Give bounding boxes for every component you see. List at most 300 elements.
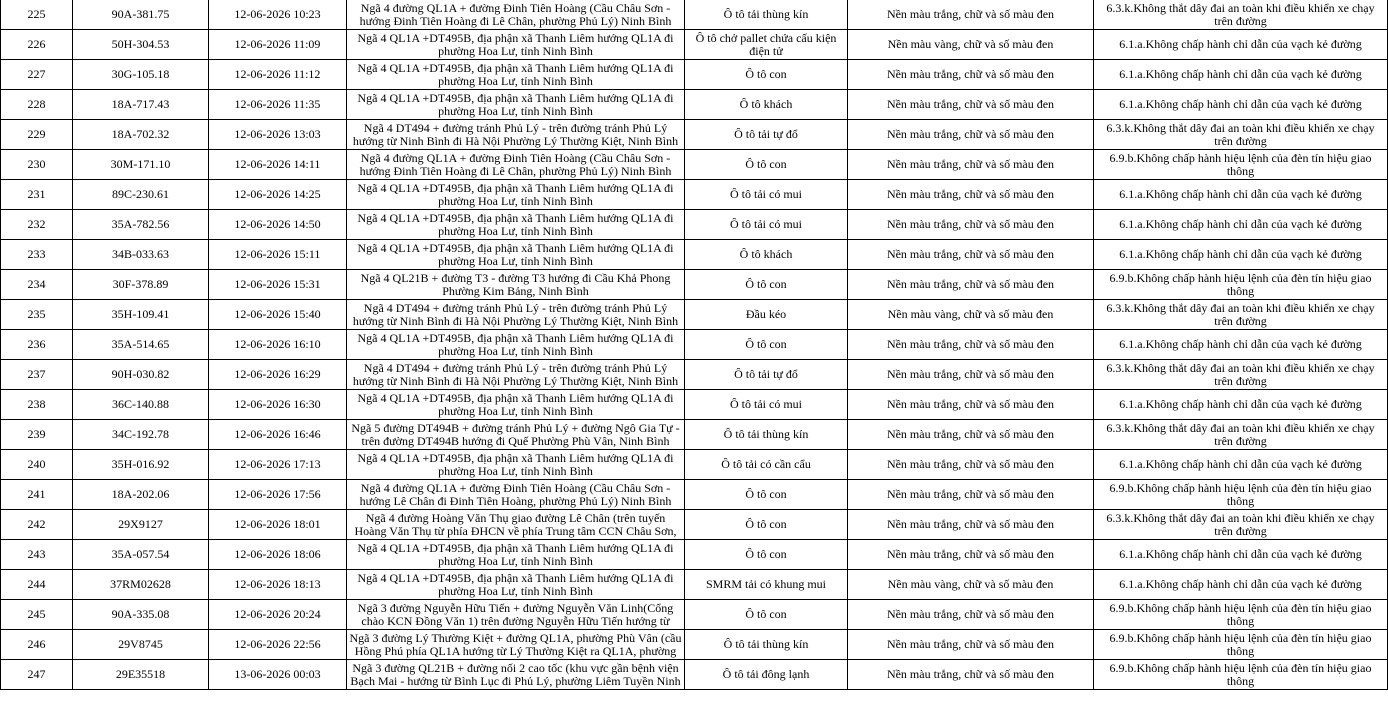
cell-plate-color-text: Nền màu trắng, chữ và số màu đen xyxy=(886,488,1055,501)
cell-violation-text: 6.3.k.Không thắt dây đai an toàn khi điều khiển xe chạy trên đường xyxy=(1106,511,1375,538)
cell-violation xyxy=(1094,300,1388,330)
cell-violation-text: 6.1.a.Không chấp hành chỉ dẫn của vạch kẻ đường xyxy=(1119,218,1362,231)
cell-plate-color xyxy=(848,90,1094,120)
cell-violation-text: 6.9.b.Không chấp hành hiệu lệnh của đèn tín hiệu giao thông xyxy=(1109,661,1372,688)
table-row xyxy=(1,480,1388,510)
cell-violation xyxy=(1094,150,1388,180)
cell-plate-number xyxy=(73,510,209,540)
cell-location xyxy=(347,0,685,30)
cell-plate-number-text: 29E35518 xyxy=(115,668,166,681)
cell-violation-time xyxy=(209,630,347,660)
cell-location xyxy=(347,270,685,300)
cell-violation-time-text: 12-06-2026 17:56 xyxy=(234,488,321,501)
table-row xyxy=(1,270,1388,300)
cell-plate-number xyxy=(73,330,209,360)
cell-violation-time-text: 12-06-2026 18:13 xyxy=(234,578,321,591)
cell-plate-color xyxy=(848,660,1094,690)
cell-violation xyxy=(1094,480,1388,510)
cell-violation-time xyxy=(209,210,347,240)
cell-location-text: Ngã 4 đường QL1A + đường Đinh Tiên Hoàng (Cầu Châu Sơn - hướng Lê Chân đi Đinh Tiên Hoàng, phường Phủ Lý) Ninh Bình xyxy=(359,481,672,508)
cell-violation xyxy=(1094,510,1388,540)
cell-violation-time xyxy=(209,30,347,60)
cell-location xyxy=(347,540,685,570)
cell-stt-text: 235 xyxy=(27,308,46,321)
cell-violation-time xyxy=(209,600,347,630)
cell-stt xyxy=(1,180,73,210)
cell-location xyxy=(347,630,685,660)
cell-violation xyxy=(1094,450,1388,480)
cell-plate-number-text: 34C-192.78 xyxy=(112,428,169,441)
cell-location-text: Ngã 4 DT494 + đường tránh Phủ Lý - trên đường tránh Phủ Lý hướng từ Ninh Bình đi Hà Nội Phường Lý Thường Kiệt, Ninh Bình xyxy=(352,361,679,388)
cell-violation-time-text: 12-06-2026 15:11 xyxy=(234,248,321,261)
cell-stt xyxy=(1,60,73,90)
cell-plate-color-text: Nền màu trắng, chữ và số màu đen xyxy=(886,398,1055,411)
cell-plate-number-text: 35H-016.92 xyxy=(111,458,170,471)
cell-violation-time xyxy=(209,120,347,150)
cell-vehicle-type xyxy=(685,150,848,180)
cell-vehicle-type-text: Ô tô tải có mui xyxy=(730,188,802,201)
cell-stt xyxy=(1,150,73,180)
cell-plate-color xyxy=(848,360,1094,390)
table-row xyxy=(1,570,1388,600)
cell-vehicle-type-text: Ô tô chở pallet chứa cấu kiện điện tử xyxy=(695,31,837,58)
cell-plate-color-text: Nền màu vàng, chữ và số màu đen xyxy=(887,38,1054,51)
cell-plate-color xyxy=(848,0,1094,30)
cell-plate-number xyxy=(73,660,209,690)
cell-violation-time xyxy=(209,360,347,390)
cell-plate-number xyxy=(73,180,209,210)
cell-violation-time xyxy=(209,420,347,450)
cell-location xyxy=(347,570,685,600)
cell-violation-text: 6.3.k.Không thắt dây đai an toàn khi điều khiển xe chạy trên đường xyxy=(1106,361,1375,388)
cell-violation-time-text: 12-06-2026 17:13 xyxy=(234,458,321,471)
cell-plate-number xyxy=(73,60,209,90)
cell-vehicle-type-text: Ô tô con xyxy=(745,278,787,291)
cell-vehicle-type xyxy=(685,510,848,540)
cell-stt xyxy=(1,570,73,600)
cell-stt xyxy=(1,90,73,120)
cell-location xyxy=(347,300,685,330)
cell-violation-text: 6.3.k.Không thắt dây đai an toàn khi điều khiển xe chạy trên đường xyxy=(1106,1,1375,28)
cell-vehicle-type xyxy=(685,120,848,150)
cell-stt xyxy=(1,390,73,420)
cell-violation-text: 6.1.a.Không chấp hành chỉ dẫn của vạch kẻ đường xyxy=(1119,188,1362,201)
cell-violation-time xyxy=(209,570,347,600)
cell-violation-text: 6.9.b.Không chấp hành hiệu lệnh của đèn tín hiệu giao thông xyxy=(1109,601,1372,628)
cell-violation-time-text: 12-06-2026 20:24 xyxy=(234,608,321,621)
cell-stt-text: 234 xyxy=(27,278,46,291)
cell-plate-number xyxy=(73,360,209,390)
cell-violation-time xyxy=(209,300,347,330)
cell-vehicle-type-text: Ô tô tải có mui xyxy=(730,398,802,411)
cell-plate-color-text: Nền màu trắng, chữ và số màu đen xyxy=(886,128,1055,141)
cell-vehicle-type-text: Ô tô con xyxy=(745,338,787,351)
cell-stt-text: 232 xyxy=(27,218,46,231)
cell-vehicle-type xyxy=(685,630,848,660)
cell-violation-text: 6.1.a.Không chấp hành chỉ dẫn của vạch kẻ đường xyxy=(1119,68,1362,81)
cell-violation xyxy=(1094,90,1388,120)
cell-location-text: Ngã 3 đường Lý Thường Kiệt + đường QL1A, phường Phù Vân (cầu Hồng Phú phía QL1A hướng từ Lý Thường Kiệt ra QL1A, phường xyxy=(349,631,682,658)
cell-plate-number-text: 37RM02628 xyxy=(110,578,171,591)
cell-stt xyxy=(1,630,73,660)
cell-plate-color-text: Nền màu trắng, chữ và số màu đen xyxy=(886,518,1055,531)
cell-stt-text: 226 xyxy=(27,38,46,51)
cell-location-text: Ngã 3 đường Nguyễn Hữu Tiến + đường Nguyễn Văn Linh(Cổng chào KCN Đồng Văn 1) trên đường Nguyễn Hữu Tiến hướng từ xyxy=(357,601,674,628)
cell-plate-number xyxy=(73,210,209,240)
cell-stt xyxy=(1,420,73,450)
cell-stt-text: 246 xyxy=(27,638,46,651)
cell-stt-text: 227 xyxy=(27,68,46,81)
cell-plate-color-text: Nền màu trắng, chữ và số màu đen xyxy=(886,68,1055,81)
cell-plate-color xyxy=(848,390,1094,420)
table-row xyxy=(1,660,1388,690)
cell-stt-text: 236 xyxy=(27,338,46,351)
table-row xyxy=(1,510,1388,540)
cell-violation xyxy=(1094,210,1388,240)
cell-plate-color xyxy=(848,420,1094,450)
cell-location-text: Ngã 4 đường QL1A + đường Đinh Tiên Hoàng (Cầu Châu Sơn - hướng Đinh Tiên Hoàng đi Lê Chân, phường Phủ Lý) Ninh Bình xyxy=(359,1,672,28)
cell-location xyxy=(347,360,685,390)
cell-violation-time xyxy=(209,480,347,510)
cell-vehicle-type xyxy=(685,480,848,510)
cell-location xyxy=(347,660,685,690)
cell-stt-text: 239 xyxy=(27,428,46,441)
cell-violation-text: 6.1.a.Không chấp hành chỉ dẫn của vạch kẻ đường xyxy=(1119,338,1362,351)
table-row xyxy=(1,240,1388,270)
table-row xyxy=(1,120,1388,150)
cell-plate-color-text: Nền màu trắng, chữ và số màu đen xyxy=(886,638,1055,651)
cell-location xyxy=(347,240,685,270)
cell-violation xyxy=(1094,360,1388,390)
cell-plate-color-text: Nền màu trắng, chữ và số màu đen xyxy=(886,368,1055,381)
cell-violation xyxy=(1094,660,1388,690)
cell-plate-color-text: Nền màu trắng, chữ và số màu đen xyxy=(886,98,1055,111)
cell-stt-text: 244 xyxy=(27,578,46,591)
cell-stt xyxy=(1,300,73,330)
cell-violation-time-text: 12-06-2026 18:01 xyxy=(234,518,321,531)
cell-violation-time xyxy=(209,240,347,270)
cell-plate-color xyxy=(848,270,1094,300)
cell-violation-time xyxy=(209,270,347,300)
cell-plate-color-text: Nền màu trắng, chữ và số màu đen xyxy=(886,158,1055,171)
cell-vehicle-type-text: Ô tô con xyxy=(745,158,787,171)
cell-plate-color xyxy=(848,120,1094,150)
cell-vehicle-type-text: Ô tô con xyxy=(745,68,787,81)
table-row xyxy=(1,300,1388,330)
cell-vehicle-type xyxy=(685,0,848,30)
cell-location xyxy=(347,150,685,180)
cell-stt-text: 243 xyxy=(27,548,46,561)
cell-plate-color-text: Nền màu trắng, chữ và số màu đen xyxy=(886,458,1055,471)
cell-violation-time-text: 12-06-2026 14:50 xyxy=(234,218,321,231)
cell-vehicle-type-text: Ô tô con xyxy=(745,608,787,621)
cell-plate-color-text: Nền màu trắng, chữ và số màu đen xyxy=(886,8,1055,21)
cell-stt-text: 230 xyxy=(27,158,46,171)
cell-stt-text: 238 xyxy=(27,398,46,411)
cell-violation-text: 6.1.a.Không chấp hành chỉ dẫn của vạch kẻ đường xyxy=(1119,578,1362,591)
cell-violation-time-text: 12-06-2026 22:56 xyxy=(234,638,321,651)
cell-stt xyxy=(1,510,73,540)
cell-vehicle-type xyxy=(685,330,848,360)
cell-stt xyxy=(1,240,73,270)
cell-violation-text: 6.1.a.Không chấp hành chỉ dẫn của vạch kẻ đường xyxy=(1119,458,1362,471)
cell-stt-text: 225 xyxy=(27,8,46,21)
cell-plate-number xyxy=(73,270,209,300)
cell-violation-time-text: 12-06-2026 10:23 xyxy=(234,8,321,21)
cell-vehicle-type xyxy=(685,540,848,570)
cell-stt xyxy=(1,30,73,60)
cell-violation-time xyxy=(209,450,347,480)
cell-stt-text: 233 xyxy=(27,248,46,261)
cell-violation xyxy=(1094,540,1388,570)
cell-violation-time xyxy=(209,660,347,690)
cell-violation-time xyxy=(209,150,347,180)
cell-violation-time-text: 12-06-2026 11:35 xyxy=(234,98,321,111)
cell-plate-number xyxy=(73,390,209,420)
cell-vehicle-type xyxy=(685,60,848,90)
cell-plate-color xyxy=(848,180,1094,210)
cell-plate-color-text: Nền màu trắng, chữ và số màu đen xyxy=(886,668,1055,681)
cell-plate-number-text: 34B-033.63 xyxy=(112,248,169,261)
cell-violation xyxy=(1094,570,1388,600)
cell-violation-time-text: 12-06-2026 16:30 xyxy=(234,398,321,411)
table-row xyxy=(1,60,1388,90)
table-row xyxy=(1,540,1388,570)
cell-stt-text: 237 xyxy=(27,368,46,381)
cell-plate-color-text: Nền màu trắng, chữ và số màu đen xyxy=(886,428,1055,441)
cell-plate-number-text: 35H-109.41 xyxy=(111,308,170,321)
cell-violation-text: 6.1.a.Không chấp hành chỉ dẫn của vạch kẻ đường xyxy=(1119,98,1362,111)
cell-violation xyxy=(1094,630,1388,660)
cell-vehicle-type xyxy=(685,270,848,300)
cell-violation xyxy=(1094,390,1388,420)
cell-plate-number xyxy=(73,150,209,180)
cell-stt-text: 247 xyxy=(27,668,46,681)
cell-violation xyxy=(1094,30,1388,60)
cell-violation-time xyxy=(209,0,347,30)
table-row xyxy=(1,360,1388,390)
cell-plate-color-text: Nền màu trắng, chữ và số màu đen xyxy=(886,188,1055,201)
cell-plate-number-text: 30G-105.18 xyxy=(111,68,170,81)
cell-plate-color-text: Nền màu trắng, chữ và số màu đen xyxy=(886,338,1055,351)
table-row xyxy=(1,600,1388,630)
cell-violation-text: 6.9.b.Không chấp hành hiệu lệnh của đèn tín hiệu giao thông xyxy=(1109,481,1372,508)
cell-violation-text: 6.3.k.Không thắt dây đai an toàn khi điều khiển xe chạy trên đường xyxy=(1106,421,1375,448)
cell-violation-time xyxy=(209,390,347,420)
cell-plate-number-text: 89C-230.61 xyxy=(112,188,169,201)
cell-violation-time-text: 12-06-2026 14:25 xyxy=(234,188,321,201)
cell-location xyxy=(347,90,685,120)
cell-plate-number-text: 35A-782.56 xyxy=(111,218,170,231)
cell-plate-color xyxy=(848,570,1094,600)
cell-vehicle-type-text: Ô tô con xyxy=(745,488,787,501)
cell-violation-time-text: 12-06-2026 16:29 xyxy=(234,368,321,381)
table-row xyxy=(1,420,1388,450)
cell-violation-text: 6.1.a.Không chấp hành chỉ dẫn của vạch kẻ đường xyxy=(1119,548,1362,561)
cell-plate-color xyxy=(848,450,1094,480)
cell-stt xyxy=(1,480,73,510)
cell-plate-number xyxy=(73,30,209,60)
table-row xyxy=(1,0,1388,30)
table-row xyxy=(1,630,1388,660)
cell-plate-color xyxy=(848,210,1094,240)
cell-stt-text: 245 xyxy=(27,608,46,621)
cell-stt-text: 231 xyxy=(27,188,46,201)
cell-plate-number xyxy=(73,120,209,150)
cell-plate-number-text: 90A-381.75 xyxy=(111,8,170,21)
cell-vehicle-type xyxy=(685,390,848,420)
cell-violation-time-text: 12-06-2026 14:11 xyxy=(234,158,321,171)
cell-plate-number xyxy=(73,420,209,450)
cell-violation-time-text: 13-06-2026 00:03 xyxy=(234,668,321,681)
cell-violation xyxy=(1094,180,1388,210)
cell-location-text: Ngã 4 QL21B + đường T3 - đường T3 hướng đi Cầu Khả Phong Phường Kim Bảng, Ninh Bình xyxy=(360,271,671,298)
cell-plate-color xyxy=(848,150,1094,180)
cell-location xyxy=(347,180,685,210)
violations-table-body xyxy=(1,0,1388,690)
cell-location-text: Ngã 4 đường QL1A + đường Đinh Tiên Hoàng (Cầu Châu Sơn - hướng Đinh Tiên Hoàng đi Lê Chân, phường Phủ Lý) Ninh Bình xyxy=(359,151,672,178)
cell-location-text: Ngã 4 QL1A +DT495B, địa phận xã Thanh Liêm hướng QL1A đi phường Hoa Lư, tỉnh Ninh Bình xyxy=(357,91,674,118)
cell-stt xyxy=(1,660,73,690)
cell-violation xyxy=(1094,60,1388,90)
cell-location-text: Ngã 4 QL1A +DT495B, địa phận xã Thanh Liêm hướng QL1A đi phường Hoa Lư, tỉnh Ninh Bình xyxy=(357,181,674,208)
cell-plate-color-text: Nền màu trắng, chữ và số màu đen xyxy=(886,548,1055,561)
cell-violation-text: 6.9.b.Không chấp hành hiệu lệnh của đèn tín hiệu giao thông xyxy=(1109,271,1372,298)
cell-location-text: Ngã 4 QL1A +DT495B, địa phận xã Thanh Liêm hướng QL1A đi phường Hoa Lư, tỉnh Ninh Bình xyxy=(357,241,674,268)
cell-plate-number-text: 35A-057.54 xyxy=(111,548,170,561)
cell-stt xyxy=(1,120,73,150)
cell-location xyxy=(347,390,685,420)
cell-violation-text: 6.9.b.Không chấp hành hiệu lệnh của đèn tín hiệu giao thông xyxy=(1109,631,1372,658)
cell-stt xyxy=(1,330,73,360)
cell-location xyxy=(347,210,685,240)
cell-plate-color xyxy=(848,330,1094,360)
cell-location xyxy=(347,480,685,510)
cell-violation-text: 6.3.k.Không thắt dây đai an toàn khi điều khiển xe chạy trên đường xyxy=(1106,301,1375,328)
cell-plate-color xyxy=(848,240,1094,270)
table-row xyxy=(1,30,1388,60)
cell-violation-time-text: 12-06-2026 15:31 xyxy=(234,278,321,291)
table-row xyxy=(1,90,1388,120)
cell-location-text: Ngã 4 QL1A +DT495B, địa phận xã Thanh Liêm hướng QL1A đi phường Hoa Lư, tỉnh Ninh Bình xyxy=(357,31,674,58)
cell-plate-number-text: 90H-030.82 xyxy=(111,368,170,381)
cell-plate-number-text: 50H-304.53 xyxy=(111,38,170,51)
cell-vehicle-type-text: Ô tô tải thùng kín xyxy=(723,638,809,651)
cell-violation-time-text: 12-06-2026 16:46 xyxy=(234,428,321,441)
cell-plate-number-text: 30F-378.89 xyxy=(112,278,169,291)
cell-location xyxy=(347,450,685,480)
cell-violation-time xyxy=(209,60,347,90)
cell-violation xyxy=(1094,420,1388,450)
cell-vehicle-type-text: Ô tô tải tự đổ xyxy=(734,368,798,381)
cell-location-text: Ngã 3 đường QL21B + đường nối 2 cao tốc (khu vực gần bệnh viện Bạch Mai - hướng từ Bình Lục đi Phủ Lý, phường Liêm Tuyền Ninh xyxy=(350,661,681,688)
cell-violation xyxy=(1094,0,1388,30)
cell-vehicle-type xyxy=(685,570,848,600)
cell-plate-number-text: 30M-171.10 xyxy=(110,158,171,171)
cell-violation-time xyxy=(209,330,347,360)
cell-vehicle-type xyxy=(685,90,848,120)
cell-location-text: Ngã 4 QL1A +DT495B, địa phận xã Thanh Liêm hướng QL1A đi phường Hoa Lư, tỉnh Ninh Bình xyxy=(357,391,674,418)
cell-violation-time xyxy=(209,510,347,540)
cell-location xyxy=(347,330,685,360)
cell-plate-number-text: 29X9127 xyxy=(118,518,163,531)
cell-plate-number xyxy=(73,300,209,330)
cell-violation xyxy=(1094,120,1388,150)
cell-plate-color xyxy=(848,60,1094,90)
cell-stt xyxy=(1,270,73,300)
cell-vehicle-type-text: SMRM tải có khung mui xyxy=(705,578,826,591)
cell-plate-color xyxy=(848,480,1094,510)
table-row xyxy=(1,450,1388,480)
cell-location-text: Ngã 4 QL1A +DT495B, địa phận xã Thanh Liêm hướng QL1A đi phường Hoa Lư, tỉnh Ninh Bình xyxy=(357,541,674,568)
cell-stt xyxy=(1,360,73,390)
cell-location xyxy=(347,600,685,630)
cell-plate-number-text: 18A-717.43 xyxy=(111,98,170,111)
cell-violation-time-text: 12-06-2026 13:03 xyxy=(234,128,321,141)
table-row xyxy=(1,390,1388,420)
cell-plate-number xyxy=(73,450,209,480)
cell-vehicle-type-text: Ô tô khách xyxy=(739,248,793,261)
cell-plate-color-text: Nền màu vàng, chữ và số màu đen xyxy=(887,308,1054,321)
cell-violation-time xyxy=(209,540,347,570)
cell-violation-text: 6.9.b.Không chấp hành hiệu lệnh của đèn tín hiệu giao thông xyxy=(1109,151,1372,178)
cell-violation-time xyxy=(209,90,347,120)
cell-plate-number-text: 18A-702.32 xyxy=(111,128,170,141)
cell-vehicle-type xyxy=(685,600,848,630)
cell-violation xyxy=(1094,600,1388,630)
cell-vehicle-type-text: Ô tô khách xyxy=(739,98,793,111)
cell-plate-number-text: 36C-140.88 xyxy=(112,398,169,411)
cell-violation xyxy=(1094,270,1388,300)
cell-stt xyxy=(1,540,73,570)
table-row xyxy=(1,180,1388,210)
cell-plate-number xyxy=(73,540,209,570)
cell-violation-time-text: 12-06-2026 11:12 xyxy=(234,68,321,81)
table-row xyxy=(1,210,1388,240)
cell-violation-time-text: 12-06-2026 15:40 xyxy=(234,308,321,321)
cell-violation-time-text: 12-06-2026 11:09 xyxy=(234,38,321,51)
cell-plate-color xyxy=(848,510,1094,540)
cell-location-text: Ngã 4 QL1A +DT495B, địa phận xã Thanh Liêm hướng QL1A đi phường Hoa Lư, tỉnh Ninh Bình xyxy=(357,61,674,88)
cell-stt-text: 228 xyxy=(27,98,46,111)
cell-plate-color-text: Nền màu trắng, chữ và số màu đen xyxy=(886,218,1055,231)
cell-vehicle-type-text: Ô tô tải có mui xyxy=(730,218,802,231)
cell-plate-color xyxy=(848,300,1094,330)
table-row xyxy=(1,150,1388,180)
cell-vehicle-type-text: Ô tô tải đông lạnh xyxy=(722,668,810,681)
cell-plate-number xyxy=(73,90,209,120)
cell-plate-color-text: Nền màu trắng, chữ và số màu đen xyxy=(886,608,1055,621)
cell-violation-text: 6.1.a.Không chấp hành chỉ dẫn của vạch kẻ đường xyxy=(1119,398,1362,411)
cell-vehicle-type xyxy=(685,240,848,270)
cell-violation-time xyxy=(209,180,347,210)
cell-vehicle-type xyxy=(685,660,848,690)
cell-plate-color xyxy=(848,30,1094,60)
cell-location xyxy=(347,30,685,60)
cell-plate-number xyxy=(73,570,209,600)
cell-stt xyxy=(1,600,73,630)
cell-location-text: Ngã 4 DT494 + đường tránh Phủ Lý - trên đường tránh Phủ Lý hướng từ Ninh Bình đi Hà Nội Phường Lý Thường Kiệt, Ninh Bình xyxy=(352,301,679,328)
cell-vehicle-type-text: Ô tô tải thùng kín xyxy=(723,8,809,21)
cell-location-text: Ngã 4 DT494 + đường tránh Phủ Lý - trên đường tránh Phủ Lý hướng từ Ninh Bình đi Hà Nội Phường Lý Thường Kiệt, Ninh Bình xyxy=(352,121,679,148)
cell-plate-number-text: 18A-202.06 xyxy=(111,488,170,501)
cell-violation xyxy=(1094,240,1388,270)
cell-plate-number xyxy=(73,240,209,270)
cell-violation-text: 6.1.a.Không chấp hành chỉ dẫn của vạch kẻ đường xyxy=(1119,248,1362,261)
cell-stt-text: 241 xyxy=(27,488,46,501)
cell-vehicle-type xyxy=(685,450,848,480)
cell-location xyxy=(347,60,685,90)
